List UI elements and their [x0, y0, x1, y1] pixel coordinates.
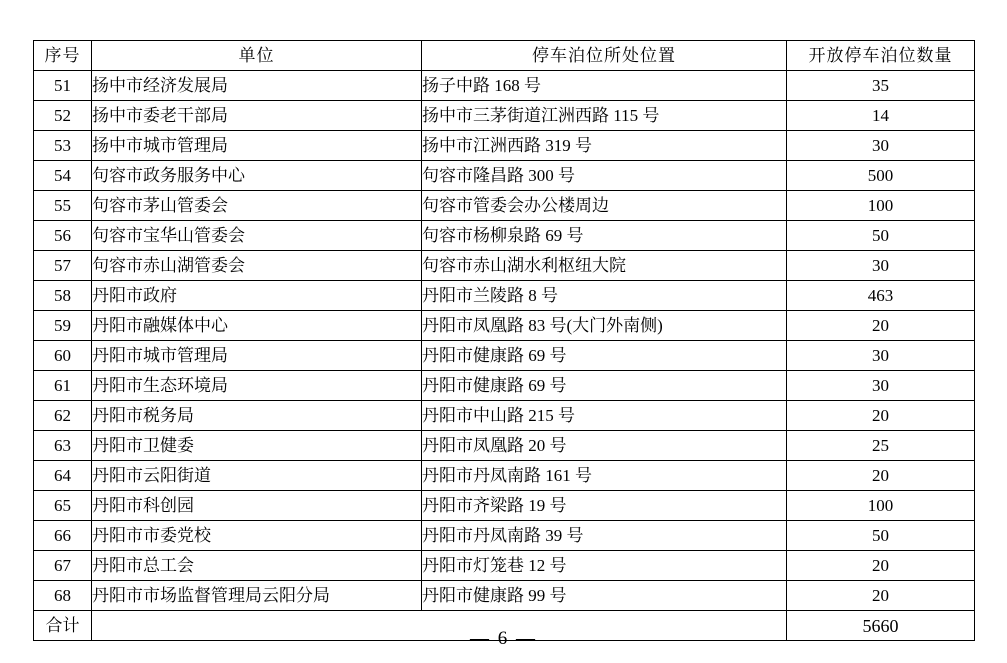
column-header-unit: 单位 [92, 41, 422, 71]
cell-unit: 丹阳市总工会 [92, 551, 422, 581]
cell-index: 56 [34, 221, 92, 251]
page-number: — 6 — [470, 628, 537, 649]
cell-count: 30 [787, 251, 975, 281]
cell-count: 20 [787, 551, 975, 581]
cell-location: 丹阳市凤凰路 83 号(大门外南侧) [422, 311, 787, 341]
cell-unit: 丹阳市科创园 [92, 491, 422, 521]
cell-index: 67 [34, 551, 92, 581]
cell-index: 63 [34, 431, 92, 461]
cell-location: 丹阳市兰陵路 8 号 [422, 281, 787, 311]
cell-count: 100 [787, 191, 975, 221]
table-row [34, 71, 975, 101]
table-row [34, 581, 975, 611]
cell-index: 52 [34, 101, 92, 131]
cell-index: 55 [34, 191, 92, 221]
table-header [34, 41, 975, 71]
cell-count: 20 [787, 311, 975, 341]
cell-count: 35 [787, 71, 975, 101]
column-header-location: 停车泊位所处位置 [422, 41, 787, 71]
table-row [34, 491, 975, 521]
table-row [34, 161, 975, 191]
cell-unit: 丹阳市税务局 [92, 401, 422, 431]
cell-location: 句容市赤山湖水利枢纽大院 [422, 251, 787, 281]
cell-location: 丹阳市丹凤南路 161 号 [422, 461, 787, 491]
table-row [34, 551, 975, 581]
cell-location: 丹阳市健康路 99 号 [422, 581, 787, 611]
cell-unit: 扬中市城市管理局 [92, 131, 422, 161]
cell-location: 扬中市江洲西路 319 号 [422, 131, 787, 161]
table-row [34, 341, 975, 371]
cell-location: 丹阳市凤凰路 20 号 [422, 431, 787, 461]
cell-unit: 句容市赤山湖管委会 [92, 251, 422, 281]
cell-count: 20 [787, 401, 975, 431]
cell-index: 68 [34, 581, 92, 611]
cell-index: 60 [34, 341, 92, 371]
cell-unit: 丹阳市政府 [92, 281, 422, 311]
table-row [34, 431, 975, 461]
cell-count: 25 [787, 431, 975, 461]
table-row [34, 101, 975, 131]
cell-location: 丹阳市中山路 215 号 [422, 401, 787, 431]
table-row [34, 131, 975, 161]
cell-location: 扬中市三茅街道江洲西路 115 号 [422, 101, 787, 131]
cell-index: 61 [34, 371, 92, 401]
total-label: 合计 [34, 611, 92, 641]
cell-unit: 丹阳市生态环境局 [92, 371, 422, 401]
table-row [34, 521, 975, 551]
cell-index: 54 [34, 161, 92, 191]
cell-unit: 丹阳市云阳街道 [92, 461, 422, 491]
cell-unit: 丹阳市卫健委 [92, 431, 422, 461]
table-row [34, 461, 975, 491]
cell-unit: 句容市政务服务中心 [92, 161, 422, 191]
table-row [34, 311, 975, 341]
cell-index: 58 [34, 281, 92, 311]
cell-count: 50 [787, 221, 975, 251]
cell-unit: 丹阳市市委党校 [92, 521, 422, 551]
cell-location: 扬子中路 168 号 [422, 71, 787, 101]
cell-unit: 扬中市经济发展局 [92, 71, 422, 101]
cell-count: 30 [787, 371, 975, 401]
cell-index: 65 [34, 491, 92, 521]
total-value: 5660 [787, 611, 975, 641]
table-row [34, 371, 975, 401]
cell-location: 句容市隆昌路 300 号 [422, 161, 787, 191]
cell-index: 59 [34, 311, 92, 341]
cell-index: 64 [34, 461, 92, 491]
cell-count: 20 [787, 581, 975, 611]
cell-location: 丹阳市灯笼巷 12 号 [422, 551, 787, 581]
cell-index: 51 [34, 71, 92, 101]
cell-unit: 丹阳市市场监督管理局云阳分局 [92, 581, 422, 611]
cell-count: 30 [787, 341, 975, 371]
cell-count: 20 [787, 461, 975, 491]
cell-unit: 句容市宝华山管委会 [92, 221, 422, 251]
cell-count: 100 [787, 491, 975, 521]
cell-count: 50 [787, 521, 975, 551]
table-header-row [34, 41, 975, 71]
cell-unit: 句容市茅山管委会 [92, 191, 422, 221]
table-row [34, 281, 975, 311]
table-body [34, 71, 975, 641]
cell-index: 62 [34, 401, 92, 431]
cell-location: 丹阳市健康路 69 号 [422, 341, 787, 371]
column-header-count: 开放停车泊位数量 [787, 41, 975, 71]
parking-table-container [33, 40, 974, 641]
cell-unit: 丹阳市融媒体中心 [92, 311, 422, 341]
cell-index: 53 [34, 131, 92, 161]
cell-location: 丹阳市健康路 69 号 [422, 371, 787, 401]
table-row [34, 221, 975, 251]
cell-unit: 丹阳市城市管理局 [92, 341, 422, 371]
cell-location: 句容市杨柳泉路 69 号 [422, 221, 787, 251]
cell-count: 463 [787, 281, 975, 311]
table-row [34, 401, 975, 431]
cell-index: 66 [34, 521, 92, 551]
cell-location: 句容市管委会办公楼周边 [422, 191, 787, 221]
cell-unit: 扬中市委老干部局 [92, 101, 422, 131]
table-row [34, 251, 975, 281]
cell-location: 丹阳市丹凤南路 39 号 [422, 521, 787, 551]
parking-table [33, 40, 975, 641]
cell-location: 丹阳市齐梁路 19 号 [422, 491, 787, 521]
cell-count: 14 [787, 101, 975, 131]
cell-count: 30 [787, 131, 975, 161]
cell-index: 57 [34, 251, 92, 281]
column-header-index: 序号 [34, 41, 92, 71]
cell-count: 500 [787, 161, 975, 191]
table-row [34, 191, 975, 221]
